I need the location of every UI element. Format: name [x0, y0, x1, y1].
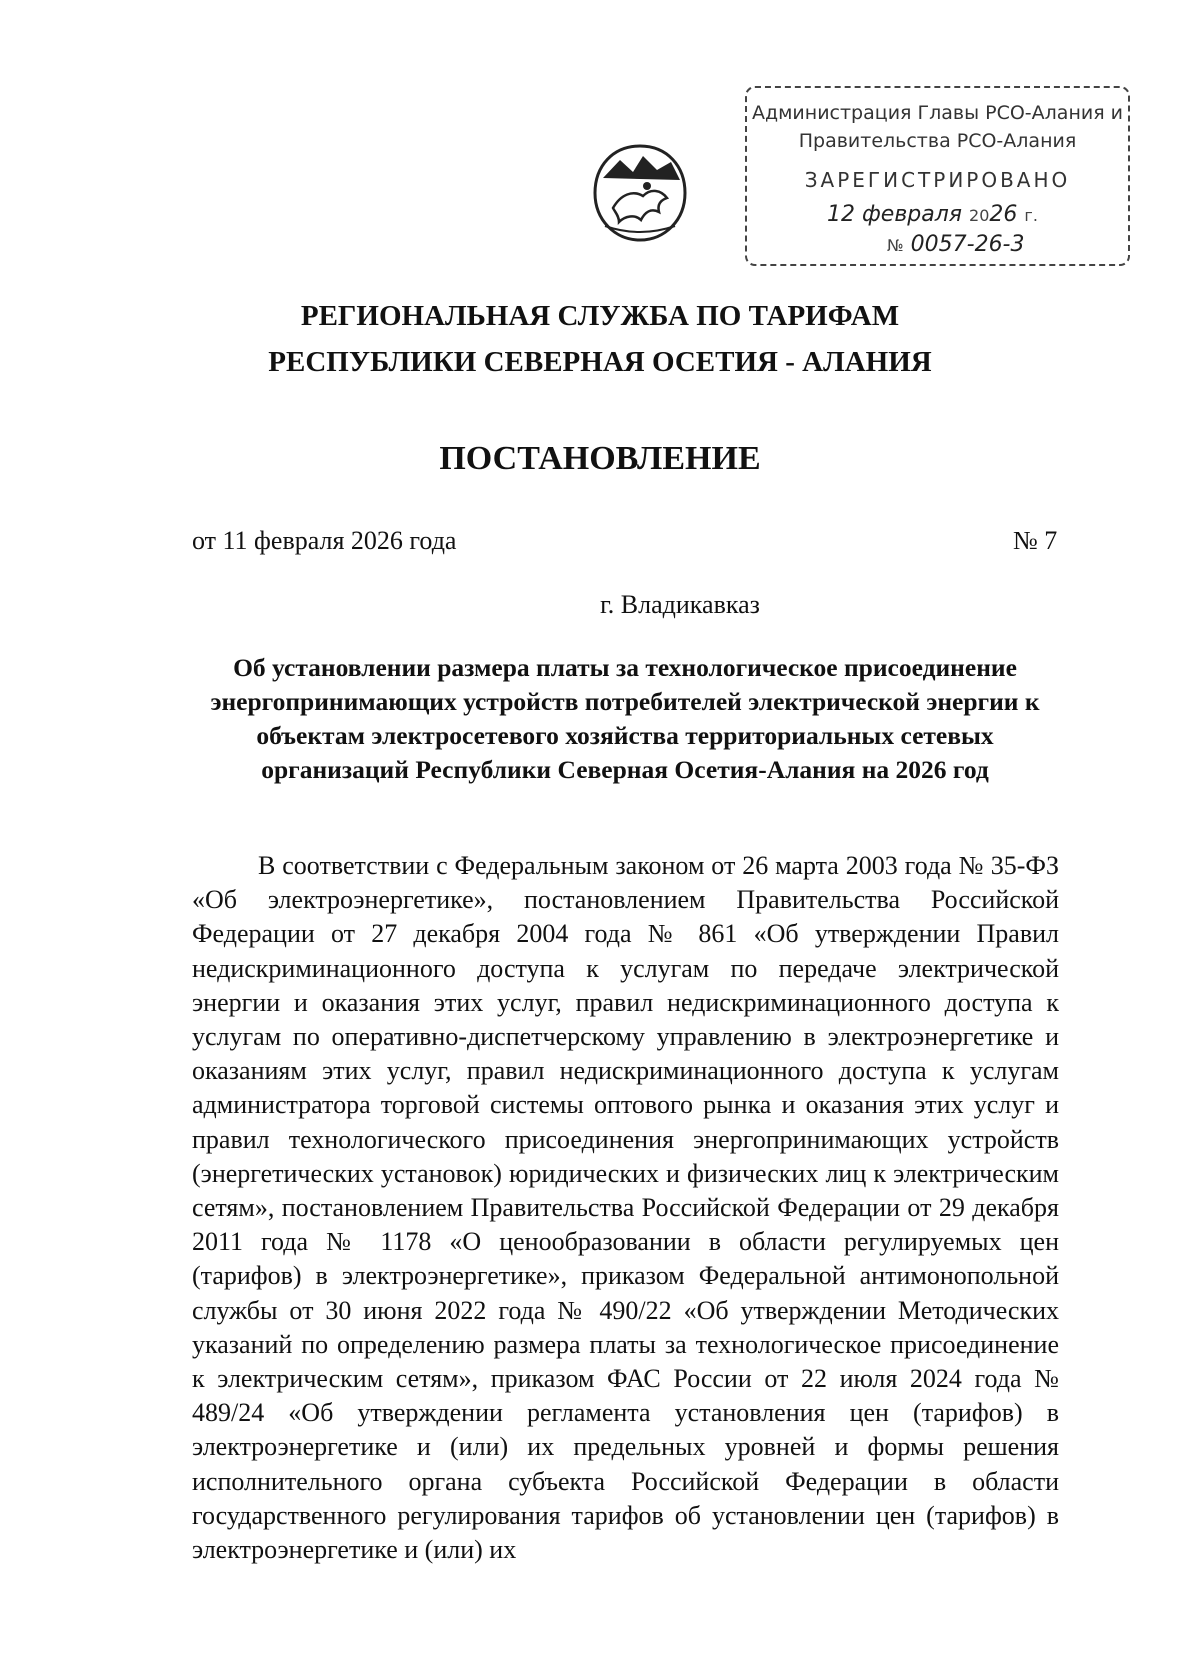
stamp-line-2: Правительства РСО-Алания	[798, 130, 1077, 152]
coat-of-arms-emblem	[585, 138, 695, 248]
document-date: от 11 февраля 2026 года	[192, 526, 457, 555]
document-subject: Об установлении размера платы за технологическое присоединение энергопринимающих устройств потребителей электрической энергии к объектам электросетевого хозяйства территориальных сетевых организаций Республики Северная Осетия-Алания на 2026 год	[210, 653, 1040, 784]
coat-of-arms-icon	[585, 138, 695, 248]
stamp-number-prefix: №	[887, 236, 904, 255]
agency-name-line-1: РЕГИОНАЛЬНАЯ СЛУЖБА ПО ТАРИФАМ	[300, 300, 900, 332]
stamp-date	[827, 202, 1038, 227]
stamp-registered: ЗАРЕГИСТРИРОВАНО	[804, 168, 1071, 192]
document-city: г. Владикавказ	[600, 590, 760, 619]
stamp-number-handwritten: 0057-26-3	[910, 232, 1025, 257]
stamp-year-handwritten: 26	[989, 202, 1018, 227]
stamp-number	[887, 232, 1025, 257]
document-type: ПОСТАНОВЛЕНИЕ	[439, 440, 761, 477]
agency-name-line-2: РЕСПУБЛИКИ СЕВЕРНАЯ ОСЕТИЯ - АЛАНИЯ	[268, 346, 932, 378]
stamp-line-1: Администрация Главы РСО-Алания и	[751, 102, 1124, 124]
stamp-year-prefix: 20	[969, 206, 990, 225]
registration-stamp	[745, 86, 1130, 266]
stamp-date-handwritten: 12 февраля	[827, 202, 963, 227]
document-number: № 7	[1013, 526, 1058, 555]
document-body: В соответствии с Федеральным законом от 26 марта 2003 года № 35-ФЗ «Об электроэнергетике», постановлением Правительства Российской Федерации от 27 декабря 2004 года № 861 «Об утверждении Правил недискриминационного доступа к услугам по передаче электрической энергии и оказания этих услуг, правил недискриминационного доступа к услугам по оперативно-диспетчерскому управлению в электроэнергетике и оказаниям этих услуг, правил недискриминационного доступа к услугам администратора торговой системы оптового рынка и оказания этих услуг и правил технологического присоединения энергопринимающих устройств (энергетических установок) юридических и физических лиц к электрическим сетям», постановлением Правительства Российской Федерации от 29 декабря 2011 года № 1178 «О ценообразовании в области регулируемых цен (тарифов) в электроэнергетике», приказом Федеральной антимонопольной службы от 30 июня 2022 года № 490/22 «Об утверждении Методических указаний по определению размера платы за технологическое присоединение к электрическим сетям», приказом ФАС России от 22 июля 2024 года № 489/24 «Об утверждении регламента установления цен (тарифов) в электроэнергетике и (или) их предельных уровней и формы решения исполнительного органа субъекта Российской Федерации в области государственного регулирования тарифов об установлении цен (тарифов) в электроэнергетике и (или) их	[192, 851, 1059, 1565]
stamp-year-suffix: г.	[1024, 206, 1038, 225]
